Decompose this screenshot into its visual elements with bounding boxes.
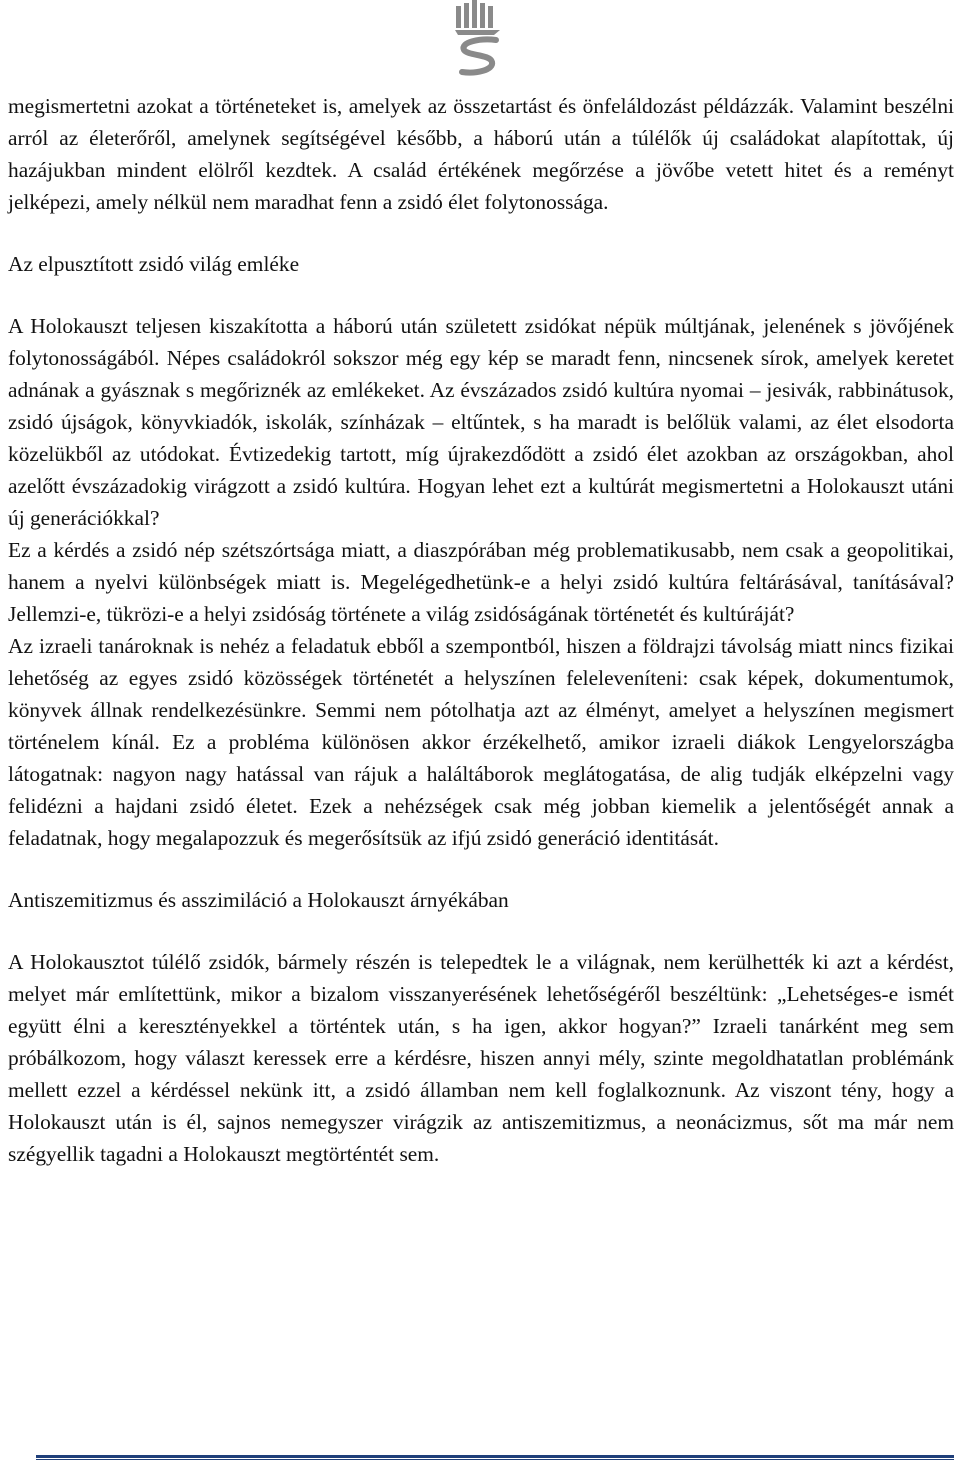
paragraph-intro: megismertetni azokat a történeteket is, amelyek az összetartást és önfeláldozást példázzák. Valamint beszélni arról az életerőről, amelynek segítségével később, a háború után a túlélők új családokat alapítottak, új hazájukban mindent elölről kezdtek. A család értékének megőrzése a jövőbe vetett hitet és a reményt jelképezi, amely nélkül nem maradhat fenn a zsidó élet folytonossága. [8,94,954,214]
spacer [8,916,954,946]
menorah-logo-icon [450,0,510,78]
footer-rule-thick [36,1455,954,1458]
paragraph-diaspora: Ez a kérdés a zsidó nép szétszórtsága miatt, a diaszpórában még problematikusabb, nem csak a geopolitikai, hanem a nyelvi különbségek miatt is. Megelégedhetünk-e a helyi zsidó kultúra feltárásával, tanításával? Jellemzi-e, tükrözi-e a helyi zsidóság története a világ zsidóságának történetét és kultúráját? [8,538,954,626]
footer-rule-thin [36,1459,954,1460]
section-heading-antisemitism: Antiszemitizmus és asszimiláció a Holokauszt árnyékában [8,888,509,912]
section-heading-destroyed-world: Az elpusztított zsidó világ emléke [8,252,300,276]
paragraph-israeli-teachers: Az izraeli tanároknak is nehéz a feladatuk ebből a szempontból, hiszen a földrajzi távolság miatt nincs fizikai lehetőség az egyes zsidó közösségek történetét a helyszínen feleleveníteni: csak képek, dokumentumok, könyvek állnak rendelkezésünkre. Semmi nem pótolhatja azt az élményt, amelyet a helyszínen megismert történelem kínál. Ez a probléma különösen akkor érzékelhető, amikor izraeli diákok Lengyelországba látogatnak: nagyon nagy hatással van rájuk a haláltáborok meglátogatása, de alig tudják elképzelni vagy felidézni a hajdani zsidó életet. Ezek a nehézségek csak még jobban kiemelik a jelentőségét annak a feladatnak, hogy megalapozzuk és megerősítsük az ifjú zsidó generáció identitását. [8,634,954,850]
spacer [8,280,954,310]
spacer [8,218,954,248]
paragraph-holocaust-continuity: A Holokauszt teljesen kiszakította a háború után született zsidókat népük múltjának, jelenének s jövőjének folytonosságából. Népes családokról sokszor még egy kép se maradt fenn, nincsenek sírok, amelyek keretet adnának a gyásznak s megőriznék az emlékeket. Az évszázados zsidó kultúra nyomai – jesivák, rabbinátusok, zsidó újságok, könyvkiadók, iskolák, színházak – eltűntek, s ha maradt is belőlük valami, az élet elsodorta közelükből az utódokat. Évtizedekig tartott, míg újrakezdődött a zsidó élet azokban az országokban, ahol azelőtt évszázadokig virágzott a zsidó kultúra. Hogyan lehet ezt a kultúrát megismertetni a Holokauszt utáni új generációkkal? [8,314,954,530]
spacer [8,854,954,884]
footer-rule [36,1455,954,1461]
paragraph-survivors: A Holokausztot túlélő zsidók, bármely részén is telepedtek le a világnak, nem kerülhették ki azt a kérdést, melyet már említettünk, mikor a bizalom visszanyerésének lehetőségéről beszéltünk: „Lehetséges-e ismét együtt élni a keresztényekkel a történtek után, s ha igen, akkor hogyan?” Izraeli tanárként meg sem próbálkozom, hogy választ keressek erre a kérdésre, hiszen annyi mély, szinte megoldhatatlan problémánk mellett ezzel a kérdéssel nekünk itt, a zsidó államban nem kell foglalkoznunk. Az viszont tény, hogy a Holokauszt után is él, sajnos nemegyszer virágzik az antiszemitizmus, a neonácizmus, sőt ma már nem szégyellik tagadni a Holokauszt megtörténtét sem. [8,950,954,1166]
document-body [8,90,954,1170]
